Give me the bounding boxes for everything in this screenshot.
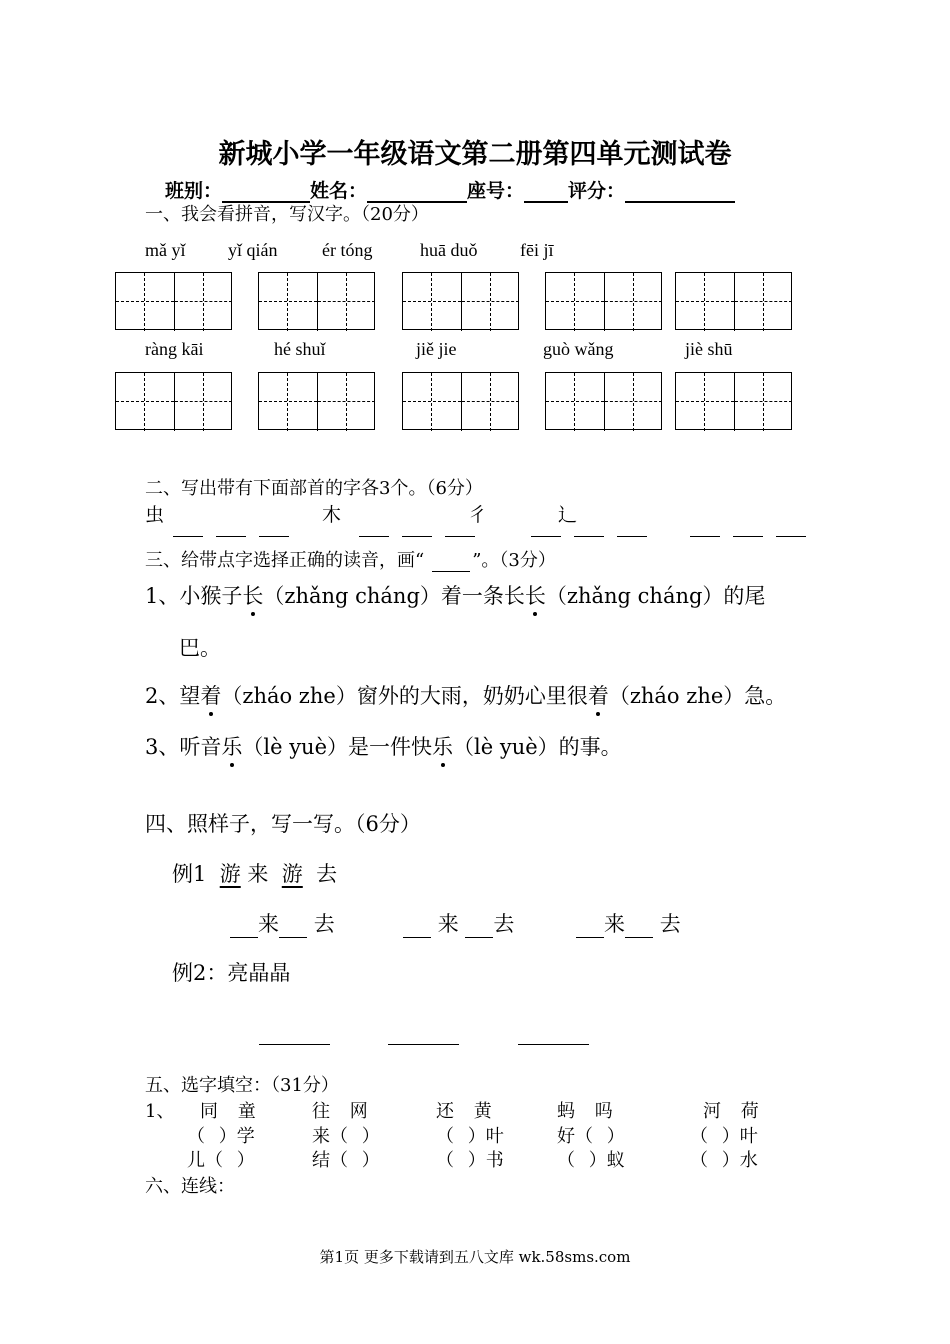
pattern-char: 去 [493, 912, 515, 936]
question-text: （zhǎng cháng）的尾 [545, 584, 766, 608]
pattern-char: 去 [313, 912, 335, 936]
pinyin-1-4: huā duǒ [420, 240, 478, 260]
question-number: 1、 [145, 1101, 175, 1122]
answer-blank[interactable] [359, 536, 389, 537]
fill-item[interactable]: （ ）蚁 [557, 1150, 625, 1171]
radical-insect: 虫 [145, 504, 165, 526]
example-word: 游 [281, 862, 303, 886]
section5-heading: 五、选字填空：（31分） [145, 1075, 339, 1096]
writing-grid[interactable] [675, 372, 792, 430]
fill-item[interactable]: （ ）水 [690, 1150, 758, 1171]
answer-blank[interactable] [173, 536, 203, 537]
section4-heading: 四、照样子，写一写。（6分） [145, 812, 421, 836]
pattern-char: 来 [437, 912, 459, 936]
fill-item[interactable]: 来（ ） [312, 1126, 380, 1147]
question-number: 2、 [145, 684, 180, 708]
pattern-char: 去 [659, 912, 681, 936]
radical-walk: 辶 [558, 504, 578, 526]
example-word: 来 [247, 862, 269, 886]
fill-item[interactable]: （ ）叶 [690, 1126, 758, 1147]
pinyin-1-5: fēi jī [520, 240, 554, 260]
fill-item[interactable]: 儿（ ） [187, 1150, 255, 1171]
char-pair: 蚂 吗 [557, 1101, 613, 1122]
score-label: 评分： [568, 180, 626, 202]
pinyin-1-3: ér tóng [322, 240, 373, 260]
answer-blank[interactable] [690, 536, 720, 537]
page-title: 新城小学一年级语文第二册第四单元测试卷 [218, 139, 732, 170]
fill-blank[interactable] [465, 919, 493, 938]
pinyin-2-4: guò wǎng [543, 339, 614, 359]
writing-grid[interactable] [115, 272, 232, 330]
writing-grid[interactable] [402, 272, 519, 330]
dotted-char[interactable]: 长 [242, 580, 263, 610]
answer-blank[interactable] [733, 536, 763, 537]
answer-blank[interactable] [216, 536, 246, 537]
answer-blank[interactable] [388, 1044, 459, 1045]
question-3-2 [145, 680, 786, 710]
fill-item[interactable]: 结（ ） [312, 1150, 380, 1171]
fill-blank[interactable] [403, 919, 431, 938]
fill-blank[interactable] [230, 919, 258, 938]
question-text: （zhǎng cháng）着一条长 [263, 584, 525, 608]
question-number: 1、 [145, 584, 180, 608]
fill-pattern-1 [230, 908, 335, 938]
writing-grid[interactable] [545, 372, 662, 430]
underline-sample [432, 555, 470, 572]
char-pair: 同 童 [200, 1101, 256, 1122]
char-pair: 河 荷 [703, 1101, 759, 1122]
char-pair: 往 网 [312, 1101, 368, 1122]
class-label: 班别： [165, 180, 223, 202]
fill-blank[interactable] [576, 919, 604, 938]
answer-blank[interactable] [259, 1044, 330, 1045]
section3-heading-a: 三、给带点字选择正确的读音，画“ [145, 550, 425, 571]
page-footer: 第1页 更多下载请到五八文库 wk.58sms.com [319, 1248, 631, 1266]
question-text: （lè yuè）的事。 [453, 735, 622, 759]
dotted-char[interactable]: 乐 [221, 731, 242, 761]
fill-item[interactable]: （ ）书 [436, 1150, 504, 1171]
section3-heading [145, 546, 556, 572]
pinyin-1-2: yǐ qián [228, 240, 278, 260]
answer-blank[interactable] [574, 536, 604, 537]
radical-step: 彳 [468, 504, 488, 526]
student-info-line [165, 176, 735, 203]
dotted-char[interactable]: 着 [200, 680, 221, 710]
fill-item[interactable]: （ ）叶 [436, 1126, 504, 1147]
dotted-char[interactable]: 长 [525, 580, 546, 610]
dotted-char[interactable]: 着 [588, 680, 609, 710]
answer-blank[interactable] [402, 536, 432, 537]
example-label: 例1 [172, 862, 207, 886]
question-text: 望 [179, 684, 201, 708]
question-text: 小猴子 [179, 584, 243, 608]
name-label: 姓名： [310, 180, 368, 202]
question-3-1-cont: 巴。 [179, 636, 221, 660]
pinyin-2-3: jiě jie [416, 339, 457, 359]
question-text: （zháo zhe）急。 [608, 684, 787, 708]
writing-grid[interactable] [258, 272, 375, 330]
example-1 [172, 858, 337, 888]
example-2: 例2：亮晶晶 [172, 961, 291, 985]
fill-pattern-2 [403, 908, 514, 938]
radical-wood: 木 [322, 504, 342, 526]
example-word: 去 [316, 862, 338, 886]
question-3-1 [145, 580, 765, 610]
dotted-char[interactable]: 乐 [432, 731, 453, 761]
fill-pattern-3 [576, 908, 681, 938]
section2-heading: 二、写出带有下面部首的字各3个。（6分） [145, 478, 483, 499]
answer-blank[interactable] [617, 536, 647, 537]
fill-item[interactable]: （ ）学 [187, 1126, 255, 1147]
pattern-char: 来 [604, 912, 625, 936]
writing-grid[interactable] [115, 372, 232, 430]
answer-blank[interactable] [518, 1044, 589, 1045]
question-text: （lè yuè）是一件快 [242, 735, 433, 759]
char-pair: 还 黄 [436, 1101, 492, 1122]
pinyin-2-5: jiè shū [685, 339, 733, 359]
question-number: 3、 [145, 735, 180, 759]
fill-blank[interactable] [625, 919, 653, 938]
fill-blank[interactable] [279, 919, 307, 938]
writing-grid[interactable] [258, 372, 375, 430]
question-3-3 [145, 731, 622, 761]
answer-blank[interactable] [776, 536, 806, 537]
pinyin-1-1: mǎ yǐ [145, 240, 186, 260]
question-text: （zháo zhe）窗外的大雨，奶奶心里很 [221, 684, 588, 708]
answer-blank[interactable] [445, 536, 475, 537]
writing-grid[interactable] [675, 272, 792, 330]
seat-blank[interactable] [524, 183, 568, 203]
pattern-char: 来 [258, 912, 279, 936]
section3-heading-b: ”。（3分） [472, 550, 556, 571]
section1-heading: 一、我会看拼音，写汉字。（20分） [145, 204, 429, 225]
seat-label: 座号： [467, 180, 525, 202]
example-word: 游 [219, 862, 241, 886]
writing-grid[interactable] [545, 272, 662, 330]
pinyin-2-2: hé shuǐ [274, 339, 326, 359]
writing-grid[interactable] [402, 372, 519, 430]
answer-blank[interactable] [259, 536, 289, 537]
pinyin-2-1: ràng kāi [145, 339, 204, 359]
question-text: 听音 [179, 735, 222, 759]
fill-item[interactable]: 好（ ） [557, 1126, 625, 1147]
answer-blank[interactable] [531, 536, 561, 537]
section6-heading: 六、连线： [145, 1176, 235, 1197]
score-blank[interactable] [625, 183, 735, 203]
